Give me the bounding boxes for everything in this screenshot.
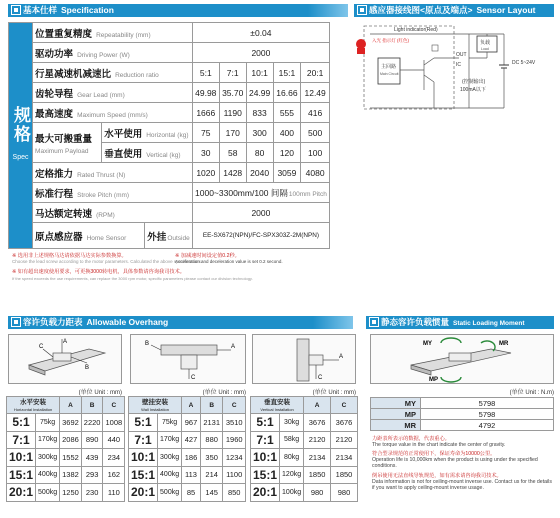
kg-cell: 100kg bbox=[280, 484, 304, 502]
lead-value: 24.99 bbox=[246, 83, 273, 103]
stroke-val-en: 100mm Pitch bbox=[288, 190, 327, 198]
horizontal-overhang-table bbox=[6, 396, 125, 502]
spec-table bbox=[8, 22, 330, 249]
ratio-cell: 5:1 bbox=[251, 414, 280, 432]
spec-note-3-en: If the speed exceeds the use requirements, can replace the 3000 rpm motor, specific parameters please contact our division technology. bbox=[12, 276, 253, 281]
thrust-value: 3059 bbox=[273, 163, 301, 183]
kg-cell: 170kg bbox=[36, 431, 60, 449]
outside-en: Outside bbox=[167, 234, 190, 242]
stroke-value bbox=[192, 183, 329, 203]
static-note-3-en: Data information is not for ceiling-mount inverse use. Contact us for the details if you want to apply ceiling-mount inverse usage. bbox=[372, 479, 552, 491]
thrust-en: Rated Thrust (N) bbox=[77, 171, 126, 179]
load-cn: 负载 bbox=[480, 40, 491, 46]
wall-title bbox=[129, 397, 182, 414]
moment-key: MP bbox=[371, 409, 421, 420]
dc-label: DC 5~24V bbox=[512, 60, 536, 66]
value-cell: 186 bbox=[182, 449, 201, 467]
side-cn: 规格 bbox=[11, 105, 31, 144]
header-gradient bbox=[308, 4, 348, 17]
value-cell: 1008 bbox=[103, 414, 125, 432]
sensor-header bbox=[354, 4, 554, 17]
spec-note-1-en: Choose the lead screw according to the motor parameters. Calculated the above specifications. bbox=[12, 259, 203, 264]
ratio-value: 5:1 bbox=[192, 63, 219, 83]
kg-cell: 75kg bbox=[158, 414, 182, 432]
load-en: Load bbox=[481, 47, 489, 51]
kg-cell: 80kg bbox=[280, 449, 304, 467]
power-label bbox=[33, 43, 193, 63]
header-square-icon bbox=[358, 6, 366, 14]
ratio-en: Reduction ratio bbox=[115, 71, 159, 79]
ratio-cell: 10:1 bbox=[7, 449, 36, 467]
sensor-label bbox=[33, 223, 145, 249]
stroke-en: Stroke Pitch (mm) bbox=[77, 191, 130, 199]
vertical-install-diagram bbox=[252, 334, 356, 384]
overhang-unit-1: (单位 Unit : mm) bbox=[78, 390, 122, 396]
sensor-en: Home Sensor bbox=[86, 234, 127, 242]
value-cell: 293 bbox=[81, 466, 103, 484]
sensor-cn: 原点感应器 bbox=[35, 231, 83, 243]
speed-value: 1666 bbox=[192, 103, 219, 123]
svg-text:C: C bbox=[191, 375, 196, 381]
vert-label bbox=[102, 143, 193, 163]
horiz-en: Horizontal (kg) bbox=[146, 131, 189, 139]
lead-value: 12.49 bbox=[301, 83, 330, 103]
ratio-cell: 10:1 bbox=[129, 449, 158, 467]
stroke-cn: 标准行程 bbox=[35, 188, 74, 200]
horizontal-install-diagram bbox=[8, 334, 122, 384]
stroke-label bbox=[33, 183, 193, 203]
red-lamp-icon bbox=[356, 39, 366, 49]
thrust-value: 4080 bbox=[301, 163, 330, 183]
col-header: A bbox=[304, 397, 331, 414]
value-cell: 2220 bbox=[81, 414, 103, 432]
ratio-label bbox=[33, 63, 193, 83]
vert-title bbox=[251, 397, 304, 414]
value-cell: 1234 bbox=[223, 449, 246, 467]
value-cell: 440 bbox=[103, 431, 125, 449]
ratio-cell: 20:1 bbox=[129, 484, 158, 502]
ratio-value: 10:1 bbox=[246, 63, 273, 83]
overhang-unit-2: (单位 Unit : mm) bbox=[202, 390, 246, 396]
static-note-3-cn: 倒吊使用无法直线导轨规范，如有需求请咨询我司技术。 bbox=[372, 473, 502, 479]
value-cell: 890 bbox=[81, 431, 103, 449]
static-note-1-cn: 力距表所表示的数据，代表重心。 bbox=[372, 436, 450, 442]
kg-cell: 30kg bbox=[280, 414, 304, 432]
speed-value: 555 bbox=[273, 103, 301, 123]
static-note-2 bbox=[372, 451, 554, 469]
vert-value: 80 bbox=[246, 143, 273, 163]
outside-cn: 外挂 bbox=[147, 231, 167, 243]
static-header bbox=[366, 316, 554, 329]
header-square-icon bbox=[370, 318, 378, 326]
speed-label bbox=[33, 103, 193, 123]
light-indicator-label: Light indicator(Red) bbox=[394, 27, 438, 33]
svg-text:MY: MY bbox=[423, 341, 432, 347]
power-cn: 驱动功率 bbox=[35, 48, 74, 60]
value-cell: 350 bbox=[200, 449, 223, 467]
static-note-1-en: The torque value in the chart indicate the center of gravity. bbox=[372, 442, 506, 448]
value-cell: 1382 bbox=[60, 466, 82, 484]
wall-title-cn: 壁挂安装 bbox=[142, 399, 169, 406]
lead-cn: 齿轮导程 bbox=[35, 88, 74, 100]
static-note-1 bbox=[372, 436, 505, 448]
thrust-value: 2040 bbox=[246, 163, 273, 183]
value-cell: 1850 bbox=[304, 466, 331, 484]
lead-label bbox=[33, 83, 193, 103]
vert-title-cn: 垂直安装 bbox=[264, 399, 291, 406]
ratio-cell: 5:1 bbox=[7, 414, 36, 432]
svg-text:B: B bbox=[85, 365, 90, 371]
table-row bbox=[129, 449, 246, 467]
moment-key: MR bbox=[371, 420, 421, 431]
value-cell: 3676 bbox=[304, 414, 331, 432]
static-moment-diagram bbox=[370, 334, 554, 384]
kg-cell: 500kg bbox=[36, 484, 60, 502]
ratio-value: 7:1 bbox=[219, 63, 246, 83]
value-cell: 967 bbox=[182, 414, 201, 432]
value-cell: 1100 bbox=[223, 466, 246, 484]
value-cell: 2134 bbox=[304, 449, 331, 467]
kg-cell: 400kg bbox=[36, 466, 60, 484]
header-square-icon bbox=[12, 318, 20, 326]
payload-cn: 最大可搬重量 bbox=[35, 133, 93, 145]
table-row bbox=[251, 484, 358, 502]
lead-value: 16.66 bbox=[273, 83, 301, 103]
sensor-wiring-diagram bbox=[354, 20, 554, 115]
kg-cell: 58kg bbox=[280, 431, 304, 449]
table-row bbox=[371, 398, 554, 409]
value-cell: 2131 bbox=[200, 414, 223, 432]
horiz-label bbox=[102, 123, 193, 143]
value-cell: 1850 bbox=[331, 466, 358, 484]
repeat-label bbox=[33, 23, 193, 43]
moment-key: MY bbox=[371, 398, 421, 409]
speed-en: Maximum Speed (mm/s) bbox=[77, 111, 148, 119]
main-circuit-cn: 主回路 bbox=[381, 64, 397, 70]
vert-title-en: Vertical Installation bbox=[260, 407, 294, 412]
rpm-en: (RPM) bbox=[96, 211, 115, 219]
horiz-value: 400 bbox=[273, 123, 301, 143]
static-moment-table bbox=[370, 397, 554, 431]
thrust-label bbox=[33, 163, 193, 183]
spec-note-1: ※ 选用非上述规格马达请依据马达实际参数换算。 bbox=[12, 253, 127, 259]
repeat-en: Repeatability (mm) bbox=[96, 31, 151, 39]
speed-value: 1190 bbox=[219, 103, 246, 123]
kg-cell: 170kg bbox=[158, 431, 182, 449]
svg-text:C: C bbox=[318, 375, 323, 381]
ratio-cell: 20:1 bbox=[7, 484, 36, 502]
overhang-unit-3: (单位 Unit : mm) bbox=[312, 390, 356, 396]
static-note-2-en: Operation life is 10,000km when the product is using under the specified conditions. bbox=[372, 457, 538, 469]
table-row bbox=[7, 484, 125, 502]
col-header: C bbox=[331, 397, 358, 414]
payload-label bbox=[33, 123, 102, 163]
col-header: B bbox=[81, 397, 103, 414]
overhang-header-cn: 容许负载力距表 bbox=[23, 317, 83, 327]
sensor-header-en: Sensor Layout bbox=[476, 5, 536, 15]
moment-value: 4792 bbox=[421, 420, 554, 431]
spec-note-2-en: Acceleration and deceleration value is set 0.2 second. bbox=[175, 259, 283, 264]
overhang-header-en: Allowable Overhang bbox=[86, 317, 169, 327]
lead-value: 35.70 bbox=[219, 83, 246, 103]
value-cell: 85 bbox=[182, 484, 201, 502]
value-cell: 2120 bbox=[331, 431, 358, 449]
table-row bbox=[371, 409, 554, 420]
vert-value: 30 bbox=[192, 143, 219, 163]
stroke-val: 1000~3300mm/100 间隔 bbox=[195, 187, 288, 198]
kg-cell: 500kg bbox=[158, 484, 182, 502]
table-row bbox=[129, 414, 246, 432]
repeat-cn: 位置重复精度 bbox=[35, 28, 93, 40]
overhang-header bbox=[8, 316, 353, 329]
ratio-value: 20:1 bbox=[301, 63, 330, 83]
control-output-label: (控制输出) bbox=[462, 79, 486, 85]
speed-value: 416 bbox=[301, 103, 330, 123]
rpm-label bbox=[33, 203, 193, 223]
spec-side-label bbox=[9, 23, 33, 249]
vert-cn: 垂直使用 bbox=[104, 148, 143, 160]
ratio-cell: 20:1 bbox=[251, 484, 280, 502]
ratio-cell: 15:1 bbox=[7, 466, 36, 484]
ratio-value: 15:1 bbox=[273, 63, 301, 83]
value-cell: 880 bbox=[200, 431, 223, 449]
vertical-overhang-table bbox=[250, 396, 358, 502]
value-cell: 980 bbox=[331, 484, 358, 502]
value-cell: 145 bbox=[200, 484, 223, 502]
kg-cell: 75kg bbox=[36, 414, 60, 432]
speed-value: 833 bbox=[246, 103, 273, 123]
value-cell: 850 bbox=[223, 484, 246, 502]
svg-text:A: A bbox=[339, 354, 344, 360]
value-cell: 1552 bbox=[60, 449, 82, 467]
ratio-cell: 10:1 bbox=[251, 449, 280, 467]
value-cell: 3510 bbox=[223, 414, 246, 432]
table-row bbox=[7, 414, 125, 432]
svg-text:C: C bbox=[39, 344, 44, 350]
vert-en: Vertical (kg) bbox=[146, 151, 181, 159]
horiz-value: 75 bbox=[192, 123, 219, 143]
ratio-cell: 7:1 bbox=[7, 431, 36, 449]
power-en: Driving Power (W) bbox=[77, 51, 130, 59]
value-cell: 2120 bbox=[304, 431, 331, 449]
vert-value: 58 bbox=[219, 143, 246, 163]
table-row bbox=[7, 431, 125, 449]
ratio-cell: 5:1 bbox=[129, 414, 158, 432]
power-value: 2000 bbox=[192, 43, 329, 63]
table-row bbox=[251, 466, 358, 484]
ratio-cell: 15:1 bbox=[251, 466, 280, 484]
rpm-cn: 马达额定转速 bbox=[35, 208, 93, 220]
horiz-value: 300 bbox=[246, 123, 273, 143]
spec-header bbox=[8, 4, 348, 17]
col-header: A bbox=[182, 397, 201, 414]
table-row bbox=[251, 414, 358, 432]
kg-cell: 120kg bbox=[280, 466, 304, 484]
thrust-cn: 定格推力 bbox=[35, 168, 74, 180]
value-cell: 110 bbox=[103, 484, 125, 502]
header-square-icon bbox=[12, 6, 20, 14]
svg-text:A: A bbox=[63, 339, 68, 345]
kg-cell: 400kg bbox=[158, 466, 182, 484]
out-label: OUT bbox=[456, 52, 467, 58]
table-row bbox=[371, 420, 554, 431]
table-row bbox=[129, 431, 246, 449]
value-cell: 1960 bbox=[223, 431, 246, 449]
table-row bbox=[7, 466, 125, 484]
vert-value: 100 bbox=[301, 143, 330, 163]
table-row bbox=[251, 431, 358, 449]
value-cell: 230 bbox=[81, 484, 103, 502]
sensor-header-cn: 感应器接线图<原点及端点> bbox=[369, 5, 473, 15]
value-cell: 234 bbox=[103, 449, 125, 467]
moment-value: 5798 bbox=[421, 409, 554, 420]
ratio-cell: 15:1 bbox=[129, 466, 158, 484]
value-cell: 2086 bbox=[60, 431, 82, 449]
col-header: A bbox=[60, 397, 82, 414]
thrust-value: 1428 bbox=[219, 163, 246, 183]
static-header-en: Static Loading Moment bbox=[453, 320, 525, 327]
table-row bbox=[251, 449, 358, 467]
static-header-cn: 静态容许负载惯量 bbox=[381, 317, 450, 327]
spec-note-3: ※ 如有超出速度使用要求，可更换3000转电机，具体参数请咨询我司技术。 bbox=[12, 269, 185, 275]
current-label: 100mA以下 bbox=[460, 87, 486, 93]
value-cell: 1250 bbox=[60, 484, 82, 502]
svg-text:MR: MR bbox=[499, 341, 509, 347]
header-gradient bbox=[313, 316, 353, 329]
svg-text:B: B bbox=[145, 341, 150, 347]
spec-header-cn: 基本仕样 bbox=[23, 5, 58, 15]
repeat-value: ±0.04 bbox=[192, 23, 329, 43]
kg-cell: 300kg bbox=[36, 449, 60, 467]
lead-value: 49.98 bbox=[192, 83, 219, 103]
value-cell: 214 bbox=[200, 466, 223, 484]
table-row bbox=[129, 484, 246, 502]
wall-title-en: Wall Installation bbox=[141, 407, 169, 412]
lamp-label: 入光 指示灯 (红色) bbox=[372, 38, 409, 43]
rpm-value: 2000 bbox=[192, 203, 329, 223]
speed-cn: 最高速度 bbox=[35, 108, 74, 120]
horiz-title-cn: 水平安装 bbox=[20, 399, 47, 406]
side-en: Spec bbox=[12, 153, 29, 161]
static-note-3 bbox=[372, 473, 554, 491]
vert-value: 120 bbox=[273, 143, 301, 163]
kg-cell: 300kg bbox=[158, 449, 182, 467]
outside-label bbox=[145, 223, 193, 249]
value-cell: 3692 bbox=[60, 414, 82, 432]
col-header: C bbox=[223, 397, 246, 414]
main-circuit-en: Main Circuit bbox=[380, 72, 399, 76]
value-cell: 162 bbox=[103, 466, 125, 484]
payload-en: Maximum Payload bbox=[35, 147, 89, 155]
moment-value: 5798 bbox=[421, 398, 554, 409]
spec-note-2: ※ 加减速时间设定值0.2秒。 bbox=[175, 253, 240, 259]
col-header: B bbox=[200, 397, 223, 414]
svg-text:A: A bbox=[231, 344, 236, 350]
horiz-cn: 水平使用 bbox=[104, 128, 143, 140]
thrust-value: 1020 bbox=[192, 163, 219, 183]
horiz-value: 500 bbox=[301, 123, 330, 143]
svg-text:MP: MP bbox=[429, 377, 438, 383]
value-cell: 3676 bbox=[331, 414, 358, 432]
ic-label: IC bbox=[456, 62, 461, 68]
ratio-cell: 7:1 bbox=[129, 431, 158, 449]
wall-overhang-table bbox=[128, 396, 246, 502]
col-header: C bbox=[103, 397, 125, 414]
table-row bbox=[7, 449, 125, 467]
sensor-value: EE-SX672(NPN)/FC-SPX303Z-2M(NPN) bbox=[192, 223, 329, 249]
value-cell: 2134 bbox=[331, 449, 358, 467]
static-unit: (单位 Unit : N.m) bbox=[509, 390, 554, 396]
horiz-title bbox=[7, 397, 60, 414]
spec-header-en: Specification bbox=[61, 5, 114, 15]
lead-en: Gear Lead (mm) bbox=[77, 91, 125, 99]
wall-install-diagram bbox=[130, 334, 246, 384]
table-row bbox=[129, 466, 246, 484]
horiz-title-en: Horizontal Installation bbox=[13, 407, 53, 412]
ratio-cell: 7:1 bbox=[251, 431, 280, 449]
value-cell: 427 bbox=[182, 431, 201, 449]
value-cell: 980 bbox=[304, 484, 331, 502]
horiz-value: 170 bbox=[219, 123, 246, 143]
ratio-cn: 行星减速机减速比 bbox=[35, 68, 112, 80]
static-note-2-cn: 符合型录规范的正常使用下，保证寿命为10000公里。 bbox=[372, 451, 496, 457]
value-cell: 439 bbox=[81, 449, 103, 467]
value-cell: 113 bbox=[182, 466, 201, 484]
